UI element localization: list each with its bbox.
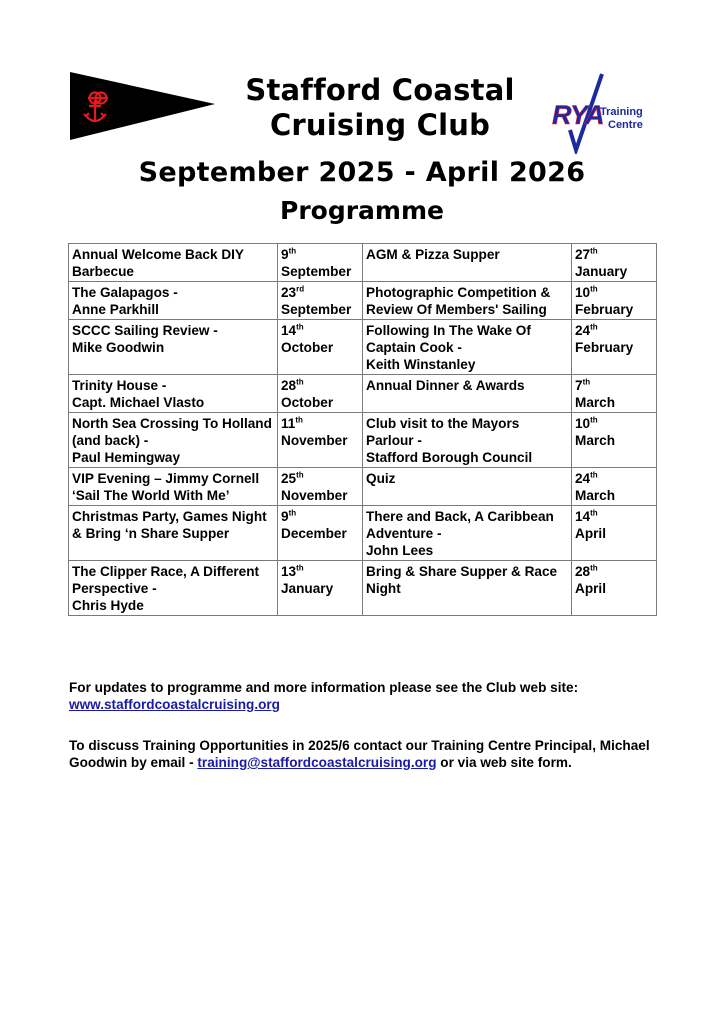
- event-cell: [363, 468, 572, 506]
- event-month: January: [575, 264, 628, 279]
- event-day: 14: [281, 323, 297, 338]
- date-cell: [278, 320, 363, 375]
- event-day: 28: [281, 378, 297, 393]
- event-cell: [69, 468, 278, 506]
- programme-row: [69, 561, 657, 616]
- club-name-line2: Cruising Club: [269, 108, 491, 142]
- date-cell: [572, 320, 657, 375]
- event-day: 11: [281, 416, 296, 431]
- season-title: September 2025 - April 2026: [138, 157, 586, 188]
- event-month: September: [281, 264, 352, 279]
- programme-row: [69, 244, 657, 282]
- rya-badge-line2: Centre: [608, 119, 643, 131]
- event-cell: [69, 244, 278, 282]
- rya-logo-icon: [550, 72, 650, 154]
- updates-text: For updates to programme and more information please see the Club web site:: [69, 680, 579, 695]
- day-suffix: th: [296, 322, 304, 332]
- updates-note: [69, 679, 659, 713]
- programme-table: [68, 243, 657, 616]
- event-day: 10: [575, 416, 591, 431]
- event-month: October: [281, 340, 334, 355]
- day-suffix: th: [582, 377, 591, 387]
- event-day: 23: [281, 285, 297, 300]
- date-cell: [572, 468, 657, 506]
- event-month: September: [281, 302, 352, 317]
- programme-row: [69, 375, 657, 413]
- event-day: 9: [281, 509, 289, 524]
- event-title: Following In The Wake Of Captain Cook - Keith Winstanley: [366, 323, 531, 372]
- event-title: Club visit to the Mayors Parlour - Stafford Borough Council: [366, 416, 533, 465]
- event-cell: [363, 282, 572, 320]
- event-day: 24: [575, 471, 591, 486]
- event-month: February: [575, 340, 634, 355]
- day-suffix: th: [296, 377, 304, 387]
- day-suffix: th: [590, 322, 598, 332]
- website-link[interactable]: www.staffordcoastalcruising.org: [69, 697, 280, 712]
- programme-subtitle: Programme: [280, 196, 444, 225]
- event-title: Bring & Share Supper & Race Night: [366, 564, 558, 596]
- programme-table-body: [69, 244, 657, 616]
- day-suffix: th: [590, 563, 598, 573]
- programme-row: [69, 506, 657, 561]
- date-cell: [278, 413, 363, 468]
- day-suffix: rd: [296, 284, 305, 294]
- event-month: March: [575, 488, 616, 503]
- event-day: 28: [575, 564, 591, 579]
- event-cell: [69, 506, 278, 561]
- programme-row: [69, 282, 657, 320]
- event-title: VIP Evening – Jimmy Cornell ‘Sail The World With Me’: [72, 471, 260, 503]
- event-title: Annual Dinner & Awards: [366, 378, 525, 393]
- day-suffix: th: [590, 470, 598, 480]
- event-month: March: [575, 395, 616, 410]
- training-email-link[interactable]: training@staffordcoastalcruising.org: [197, 755, 437, 770]
- club-name: [225, 73, 535, 143]
- event-title: The Galapagos - Anne Parkhill: [72, 285, 178, 317]
- date-cell: [572, 413, 657, 468]
- programme-row: [69, 320, 657, 375]
- date-cell: [572, 561, 657, 616]
- date-cell: [278, 506, 363, 561]
- event-month: January: [281, 581, 334, 596]
- event-cell: [69, 282, 278, 320]
- date-cell: [572, 506, 657, 561]
- event-month: November: [281, 488, 348, 503]
- day-suffix: th: [288, 508, 297, 518]
- event-month: March: [575, 433, 616, 448]
- training-note: [69, 737, 659, 771]
- event-month: November: [281, 433, 348, 448]
- event-day: 9: [281, 247, 289, 262]
- event-title: Christmas Party, Games Night & Bring ‘n Share Supper: [72, 509, 267, 541]
- club-name-line1: Stafford Coastal: [245, 73, 515, 107]
- event-cell: [363, 506, 572, 561]
- programme-row: [69, 468, 657, 506]
- day-suffix: th: [296, 470, 304, 480]
- event-month: October: [281, 395, 334, 410]
- event-cell: [363, 320, 572, 375]
- event-day: 7: [575, 378, 583, 393]
- day-suffix: th: [296, 563, 304, 573]
- date-cell: [572, 244, 657, 282]
- event-month: December: [281, 526, 347, 541]
- date-cell: [572, 375, 657, 413]
- rya-badge-line1: Training: [600, 106, 643, 118]
- event-day: 10: [575, 285, 591, 300]
- event-cell: [69, 413, 278, 468]
- event-title: Annual Welcome Back DIY Barbecue: [72, 247, 244, 279]
- day-suffix: th: [590, 415, 598, 425]
- event-title: There and Back, A Caribbean Adventure - John Lees: [366, 509, 554, 558]
- date-cell: [278, 375, 363, 413]
- event-day: 24: [575, 323, 591, 338]
- event-cell: [69, 320, 278, 375]
- event-title: Photographic Competition & Review Of Members' Sailing: [366, 285, 551, 317]
- training-tail: or via web site form.: [436, 755, 572, 770]
- programme-row: [69, 413, 657, 468]
- event-day: 14: [575, 509, 591, 524]
- event-title: The Clipper Race, A Different Perspective - Chris Hyde: [72, 564, 260, 613]
- event-day: 25: [281, 471, 297, 486]
- event-title: North Sea Crossing To Holland (and back) - Paul Hemingway: [72, 416, 272, 465]
- event-cell: [363, 244, 572, 282]
- burgee-flag-icon: [70, 72, 215, 142]
- event-cell: [363, 413, 572, 468]
- event-title: SCCC Sailing Review - Mike Goodwin: [72, 323, 218, 355]
- date-cell: [572, 282, 657, 320]
- date-cell: [278, 561, 363, 616]
- event-title: Trinity House - Capt. Michael Vlasto: [72, 378, 205, 410]
- event-month: April: [575, 526, 606, 541]
- day-suffix: th: [590, 284, 598, 294]
- event-cell: [363, 375, 572, 413]
- event-month: February: [575, 302, 634, 317]
- event-day: 27: [575, 247, 591, 262]
- date-cell: [278, 244, 363, 282]
- training-text: To discuss Training Opportunities in 2025/6 contact our Training Centre Principal, Michael Goodwin by email -: [69, 738, 650, 770]
- day-suffix: th: [288, 246, 297, 256]
- date-cell: [278, 282, 363, 320]
- event-month: April: [575, 581, 606, 596]
- event-title: AGM & Pizza Supper: [366, 247, 500, 262]
- event-title: Quiz: [366, 471, 396, 486]
- event-cell: [69, 561, 278, 616]
- day-suffix: th: [295, 415, 303, 425]
- event-cell: [69, 375, 278, 413]
- day-suffix: th: [590, 508, 598, 518]
- date-cell: [278, 468, 363, 506]
- rya-logo-text: RYA: [552, 100, 604, 130]
- event-cell: [363, 561, 572, 616]
- day-suffix: th: [590, 246, 598, 256]
- event-day: 13: [281, 564, 297, 579]
